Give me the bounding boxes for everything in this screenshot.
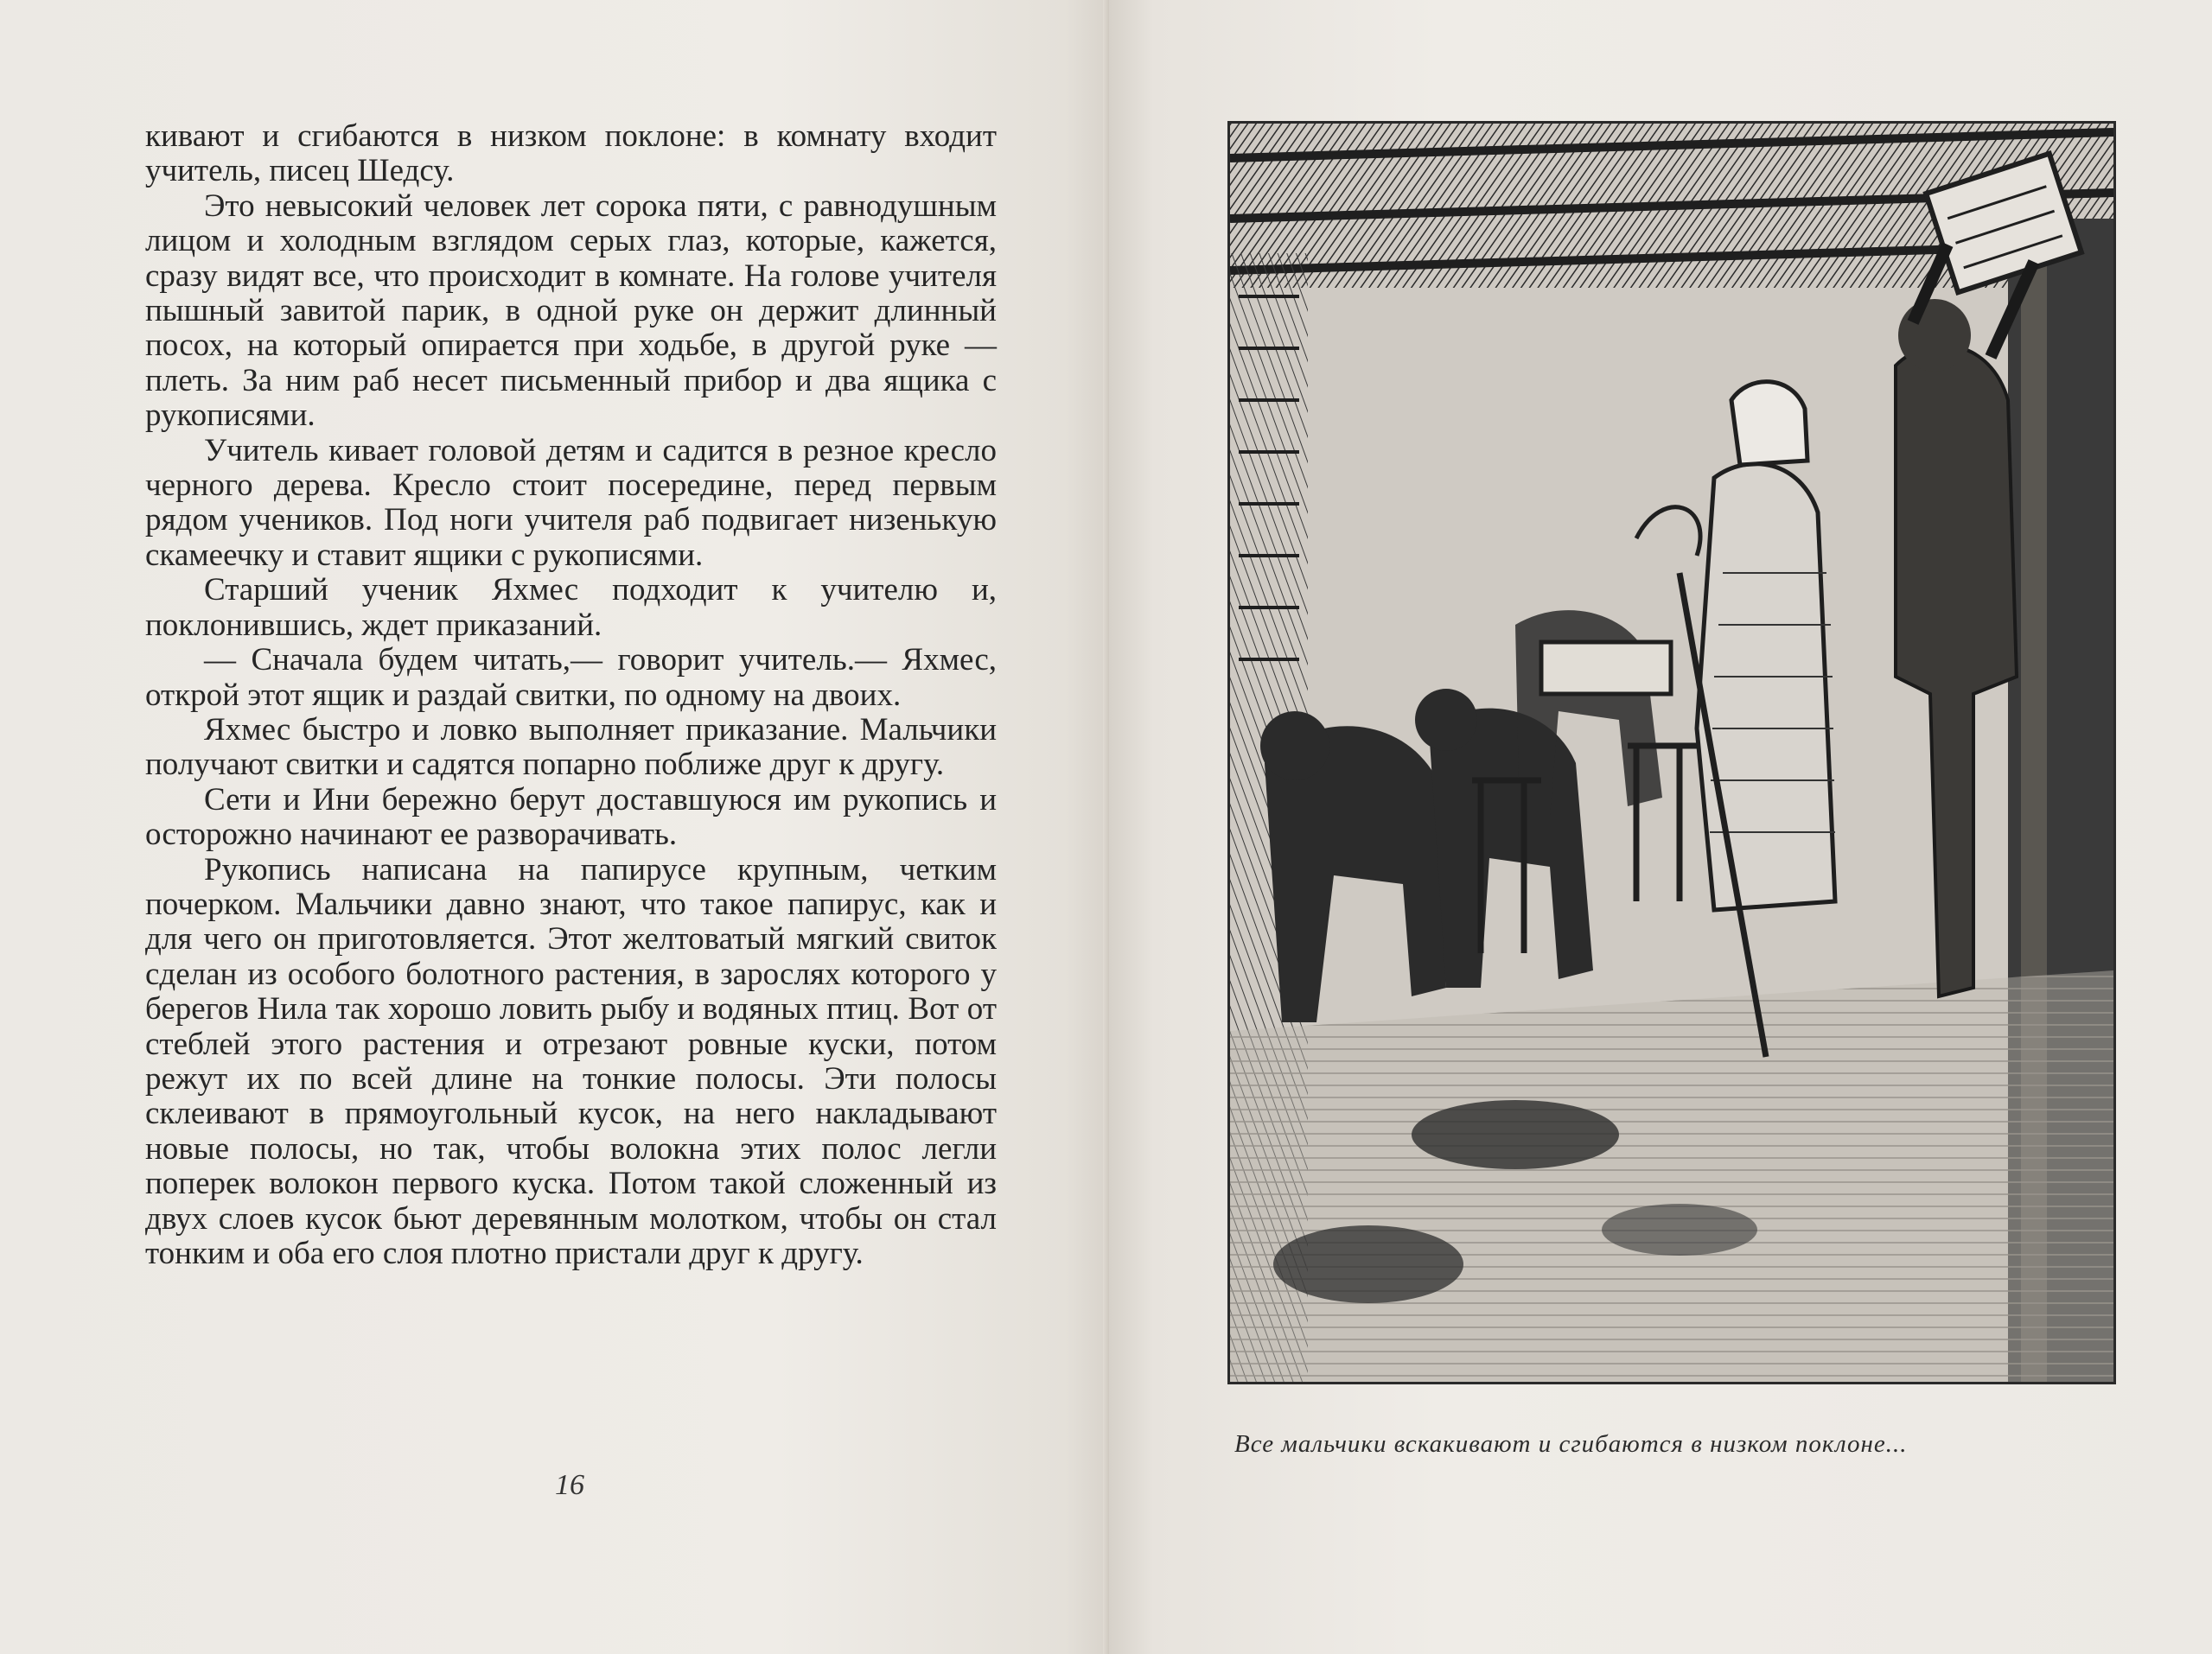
paragraph-6: Яхмес быстро и ловко выполняет приказание. Мальчики получают свитки и садятся попарно поближе друг к другу.: [145, 711, 997, 783]
paragraph-3: Учитель кивает головой детям и садится в резное кресло черного дерева. Кресло стоит посередине, перед первым рядом учеников. Под ноги учителя раб подвигает низенькую скамеечку и ставит ящики с рукописями.: [145, 432, 997, 573]
paragraph-5: — Сначала будем читать,— говорит учитель.— Яхмес, открой этот ящик и раздай свитки, по одному на двоих.: [145, 642, 997, 713]
paragraph-8: Рукопись написана на папирусе крупным, четким почерком. Мальчики давно знают, что такое папирус, как и для чего он приготовляется. Этот желтоватый мягкий свиток сделан из особого болотного растения, в зарослях которого у берегов Нила так хорошо ловить рыбу и водяных птиц. Вот от стеблей этого растения и отрезают ровные куски, потом режут их по всей длине на тонкие полосы. Эти полосы склеивают в прямоугольный кусок, на него накладывают новые полосы, но так, чтобы волокна этих полос легли поперек волокон первого куска. Потом такой сложенный из двух слоев кусок бьют деревянным молотком, чтобы он стал тонким и оба его слоя плотно пристали друг к другу.: [145, 851, 997, 1271]
paragraph-4: Старший ученик Яхмес подходит к учителю и, поклонившись, ждет приказаний.: [145, 572, 997, 643]
paragraph-1: кивают и сгибаются в низком поклоне: в комнату входит учитель, писец Шедсу.: [145, 118, 997, 189]
illustration-caption: Все мальчики вскакивают и сгибаются в низком поклоне...: [1234, 1430, 1908, 1458]
paragraph-2: Это невысокий человек лет сорока пяти, с равнодушным лицом и холодным взглядом серых глаз, которые, кажется, сразу видят все, что происходит в комнате. На голове учителя пышный завитой парик, в одной руке он держит длинный посох, на который опирается при ходьбе, в другой руке — плеть. За ним раб несет письменный прибор и два ящика с рукописями.: [145, 188, 997, 434]
paragraph-7: Сети и Ини бережно берут доставшуюся им рукопись и осторожно начинают ее разворачивать.: [145, 781, 997, 853]
engraving-illustration: [1227, 121, 2116, 1384]
page-number: 16: [555, 1469, 584, 1501]
body-text: [145, 119, 997, 1271]
